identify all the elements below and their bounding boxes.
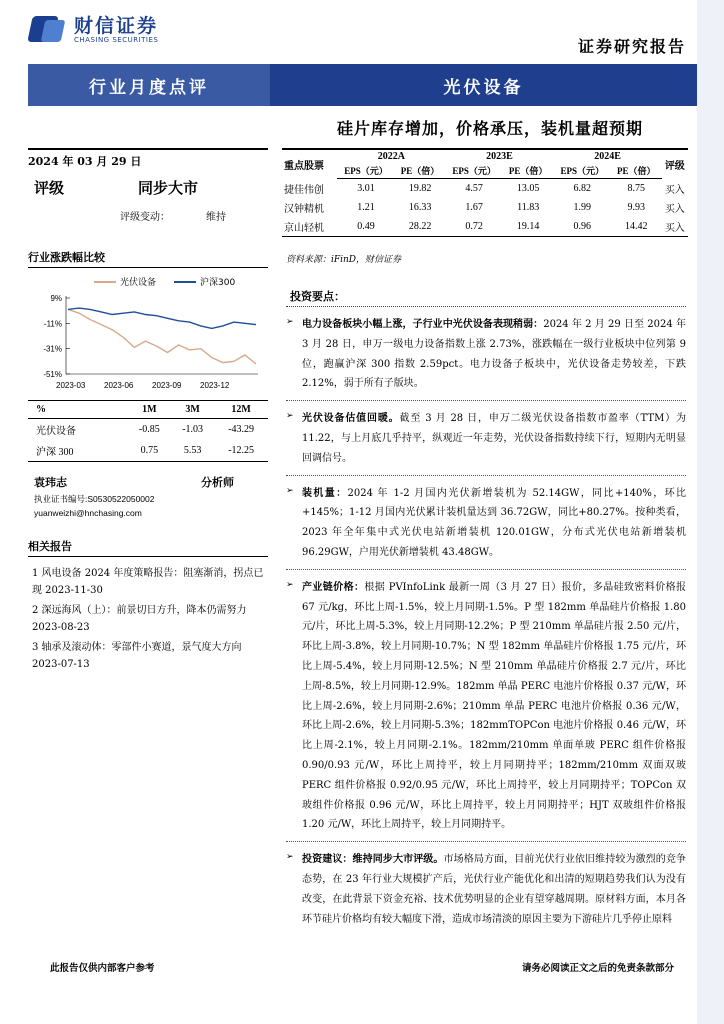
pe-header: PE（倍） (611, 163, 662, 179)
key-stocks-table (282, 148, 688, 237)
eps-header: EPS（元） (445, 163, 502, 179)
points-heading: 投资要点： (286, 288, 686, 307)
perf-cell: 沪深 300 (28, 440, 128, 462)
series-line (68, 308, 256, 328)
logo-text-cn: 财信证券 (74, 15, 159, 37)
stock-cell: 8.75 (627, 182, 645, 194)
point-lead: 光伏设备估值回暖。 (302, 413, 400, 425)
arrow-bullet-icon: ➢ (286, 411, 294, 422)
stock-cell: 13.05 (516, 182, 540, 194)
footer-disclaimer-right: 请务必阅读正文之后的免责条款部分 (521, 963, 674, 974)
logo-text-en: CHASING SECURITIES (74, 36, 159, 44)
rating-label: 评级 (34, 179, 65, 197)
point-text: 市场格局方面，目前光伏行业依旧维持较为激烈的竞争态势，在 23 年行业大规模扩产后，光伏行业产能优化和出清的短期趋势我们认为没有改变，在此背景下资金充裕、技术优势明显的企业有望穿越周期。原材料方面，本月各环节硅片价格均有较大幅度下滑，造成市场清淡的原因主要为下游硅片几乎停止原料 (302, 854, 686, 925)
y-tick-label: -51% (43, 370, 62, 379)
table-row (28, 419, 268, 441)
rating-value: 同步大市 (137, 179, 198, 197)
arrow-bullet-icon: ➢ (286, 317, 294, 327)
point-item (286, 315, 686, 394)
perf-cell: 5.53 (171, 440, 214, 462)
stock-cell: 1.67 (465, 201, 483, 213)
year-header: 2023E (445, 149, 553, 163)
year-header: 2022A (337, 149, 445, 163)
perf-cell: -1.03 (182, 424, 204, 435)
stock-cell: 14.42 (611, 217, 662, 237)
point-item (286, 409, 686, 468)
stock-cell: 9.93 (627, 201, 645, 213)
x-tick-label: 2023-12 (200, 381, 230, 390)
report-category-banner: 行业月度点评 (28, 64, 270, 106)
x-tick-label: 2023-09 (152, 381, 182, 390)
legend-label: 光伏设备 (120, 278, 157, 288)
point-text: 根据 PVInfoLink 最新一周（3 月 27 日）报价，多晶硅致密料价格报 67 元/kg，环比上周-1.5%，较上月同期-1.5%。P 型 182mm 单晶硅片价格报 1.80 元/片，环比上周-5.3%，较上月同期-12.2%；P 型 210mm 单晶硅片报 2.50 元/片，环比上周-3.8%，较上月同期-10.7%；N 型 182mm 单晶硅片价格报 1.75 元/片，环比上周-5.4%，较上月同期-12.5%；N 型 210mm 单晶硅片价格报 2.7 元/片，环比上周-8.5%，较上月同期-12.9%。182mm 单晶 PERC 电池片价格报 0.37 元/W，环比上周-2.6%，较上月同期-2.6%；210mm 单晶 PERC 电池片价格报 0.36 元/W，环比上周-2.6%，较上月同期-5.3%；182mmTOPCon 电池片价格报 0.46 元/W，环比上周-2.1%，较上月同期-2.1%。182mm/210mm 单面单玻 PERC 组件价格报 0.90/0.93 元/W，环比上周持平，较上月同期持平；182mm/210mm 双面双玻 PERC 组件价格报 0.92/0.95 元/W，环比上周持平，较上月同期持平；TOPCon 双玻组件价格报 0.96 元/W，环比上周持平，较上月同期持平；HJT 双玻组件价格报 1.20 元/W，环比上周持平，较上月同期持平。 (302, 581, 687, 831)
report-date: 2024 年 03 月 29 日 (28, 148, 268, 169)
related-report-item[interactable]: 3 轴承及滚动体：零部件小赛道，景气度大方向 2023-07-13 (32, 642, 242, 670)
stock-cell: 16.33 (408, 201, 432, 213)
stock-col-name: 重点股票 (282, 149, 337, 179)
eps-header: EPS（元） (554, 163, 611, 179)
company-logo (30, 14, 158, 46)
table-row (282, 217, 688, 237)
related-heading: 相关报告 (28, 538, 268, 557)
related-report-item[interactable]: 2 深远海风（上）：前景切日方升，降本仍需努力 2023-08-23 (32, 605, 247, 633)
point-lead: 投资建议：维持同步大市评级。 (302, 854, 444, 866)
stock-name: 汉钟精机 (284, 203, 324, 215)
footer-disclaimer-left: 此报告仅供内部客户参考 (50, 963, 155, 974)
stock-cell: 1.21 (357, 201, 375, 213)
perf-header: 12M (214, 401, 268, 419)
stock-col-rating: 评级 (662, 149, 688, 179)
logo-icon (30, 14, 68, 46)
stock-cell: 0.96 (554, 217, 611, 237)
eps-header: EPS（元） (337, 163, 394, 179)
table-row (28, 440, 268, 462)
y-tick-label: 9% (50, 294, 62, 303)
table-row (282, 198, 688, 217)
investment-points (286, 288, 686, 929)
point-lead: 产业链价格： (302, 581, 365, 593)
related-reports (28, 538, 268, 676)
stock-rating: 买入 (664, 203, 685, 215)
point-item (286, 484, 686, 563)
stock-cell: 28.22 (395, 217, 446, 237)
performance-table (28, 400, 268, 462)
point-lead: 装机量： (302, 487, 348, 499)
x-tick-label: 2023-03 (56, 381, 86, 390)
rating-change-row (28, 208, 268, 223)
point-text: 2024 年 2 月 29 日至 2024 年 3 月 28 日，申万一级电力设备指数上涨 2.73%，涨跌幅在一级行业板块中位列第 9 位，跑赢沪深 300 指数 2.59pct。电力设备子板块中，光伏设备走势较差，下跌 2.12%，弱于所有子版块。 (302, 319, 686, 390)
y-tick-label: -11% (43, 319, 62, 329)
stock-cell: 3.01 (357, 182, 375, 194)
arrow-bullet-icon: ➢ (286, 485, 294, 496)
industry-banner: 光伏设备 (270, 64, 697, 106)
report-title: 硅片库存增加，价格承压，装机量超预期 (336, 119, 643, 138)
point-text: 2024 年 1-2 月国内光伏新增装机为 52.14GW，同比+140%，环比+145%；1-12 月国内光伏累计装机量达到 36.72GW，同比+80.27%。按种类看，2023 年全年集中式光伏电站新增装机 120.01GW，分布式光伏电站新增装机 96.29GW，户用光伏新增装机 43.48GW。 (302, 487, 687, 558)
left-sidebar (28, 148, 268, 462)
stock-name: 京山轻机 (282, 217, 337, 237)
performance-line-chart (28, 274, 268, 394)
stock-cell: 0.49 (337, 217, 394, 237)
y-tick-label: -31% (43, 344, 62, 354)
point-item (286, 578, 686, 835)
perf-cell: -43.29 (228, 424, 255, 435)
year-header: 2024E (554, 149, 662, 163)
perf-header: % (28, 401, 128, 419)
related-report-item[interactable]: 1 风电设备 2024 年度策略报告：阻塞渐消，拐点已现 2023-11-30 (32, 568, 264, 596)
table-row (282, 179, 688, 198)
x-tick-label: 2023-06 (104, 381, 134, 390)
rating-change-label: 评级变动： (120, 212, 170, 223)
arrow-bullet-icon: ➢ (286, 852, 294, 863)
legend-label: 沪深300 (200, 278, 236, 288)
stock-name: 捷佳伟创 (284, 184, 324, 196)
perf-cell: 0.75 (128, 440, 171, 462)
stock-cell: 6.82 (573, 182, 591, 194)
pe-header: PE（倍） (395, 163, 446, 179)
analyst-role: 分析师 (201, 476, 234, 489)
perf-header: 3M (171, 401, 214, 419)
perf-cell: 光伏设备 (36, 426, 76, 437)
point-item (286, 850, 686, 929)
stock-cell: 19.14 (503, 217, 554, 237)
stock-cell: 0.72 (445, 217, 502, 237)
report-type-label: 证券研究报告 (577, 37, 686, 56)
rating-change-value: 维持 (206, 212, 226, 223)
stock-cell: 11.83 (517, 201, 540, 213)
stock-cell: 1.99 (573, 201, 591, 213)
perf-heading: 行业涨跌幅比较 (28, 249, 268, 268)
table-source: 资料来源：iFinD，财信证券 (286, 255, 402, 265)
analyst-block (34, 474, 264, 518)
perf-cell: -0.85 (138, 424, 160, 435)
analyst-name: 袁玮志 (34, 476, 67, 489)
right-decorative-stripe (697, 0, 724, 1024)
stock-rating: 买入 (664, 184, 685, 196)
analyst-email[interactable]: yuanweizhi@hnchasing.com (34, 508, 142, 518)
rating-row (28, 177, 268, 198)
point-lead: 电力设备板块小幅上涨，子行业中光伏设备表现稍弱： (302, 319, 544, 330)
pe-header: PE（倍） (503, 163, 554, 179)
analyst-cert: 执业证书编号:S0530522050002 (34, 494, 155, 504)
stock-cell: 4.57 (465, 182, 483, 194)
perf-cell: -12.25 (214, 440, 268, 462)
point-text: 截至 3 月 28 日，申万二级光伏设备指数市盈率（TTM）为 11.22，与上月底几乎持平，纵观近一年走势，光伏设备指数持续下行，短期内无明显回调信号。 (302, 413, 686, 464)
stock-rating: 买入 (662, 217, 688, 237)
perf-header: 1M (128, 401, 171, 419)
stock-cell: 19.82 (408, 182, 432, 194)
arrow-bullet-icon: ➢ (286, 579, 294, 590)
